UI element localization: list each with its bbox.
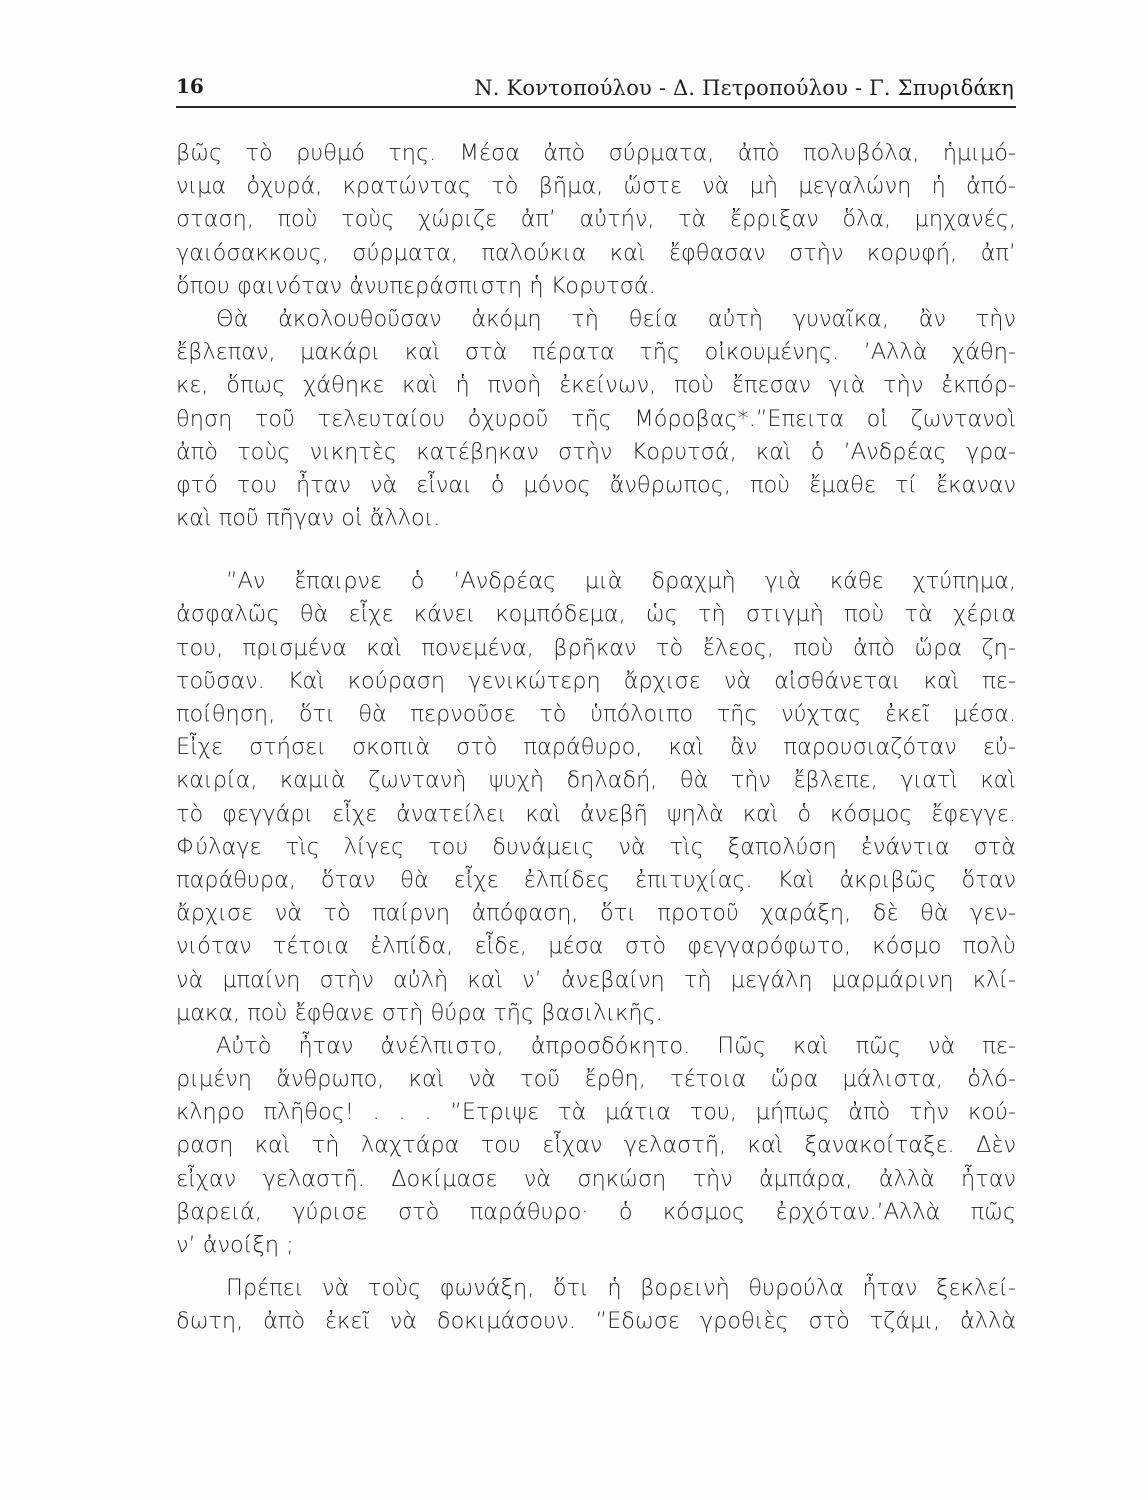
- text-line: δωτη, ἀπὸ ἐκεῖ νὰ δοκιμάσουν. ”Εδωσε γροθιὲς στὸ τζάμι, ἀλλὰ: [176, 1308, 1016, 1335]
- text-line: Αὐτὸ ἦταν ἀνέλπιστο, ἀπροσδόκητο. Πῶς καὶ πῶς νὰ πε-: [216, 1032, 1016, 1059]
- running-head: [176, 70, 1014, 106]
- text-line: Εἶχε στήσει σκοπιὰ στὸ παράθυρο, καὶ ἂν παρουσιαζόταν εὐ-: [176, 734, 1016, 761]
- paragraph: [176, 303, 1016, 535]
- text-line: τοῦσαν. Καὶ κούραση γενικώτερη ἄρχισε νὰ αἰσθάνεται καὶ πε-: [176, 667, 1016, 694]
- text-line: καιρία, καμιὰ ζωντανὴ ψυχὴ δηλαδή, θὰ τὴν ἔβλεπε, γιατὶ καὶ: [176, 767, 1016, 794]
- body-text: [176, 137, 1016, 1339]
- text-line: κληρο πλῆθος! . . . ”Ετριψε τὰ μάτια του, μήπως ἀπὸ τὴν κού-: [176, 1099, 1016, 1126]
- text-line: ν’ ἀνοίξη ;: [176, 1232, 294, 1258]
- text-line: παράθυρα, ὅταν θὰ εἶχε ἐλπίδες ἐπιτυχίας. Καὶ ἀκριβῶς ὅταν: [176, 866, 1016, 893]
- text-line: κε, ὅπως χάθηκε καὶ ἡ πνοὴ ἐκείνων, ποὺ ἔπεσαν γιὰ τὴν ἐκπόρ-: [176, 372, 1016, 399]
- text-line: νὰ μπαίνη στὴν αὐλὴ καὶ ν’ ἀνεβαίνη τὴ μεγάλη μαρμάρινη κλί-: [176, 966, 1016, 993]
- running-head-authors: Ν. Κοντοπούλου - Δ. Πετροπούλου - Γ. Σπυριδάκη: [474, 76, 1014, 100]
- text-line: ἄρχισε νὰ τὸ παίρνη ἀπόφαση, ὅτι προτοῦ χαράξη, δὲ θὰ γεν-: [176, 900, 1016, 927]
- text-line: εἶχαν γελαστῆ. Δοκίμασε νὰ σηκώση τὴν ἀμπάρα, ἀλλὰ ἦταν: [176, 1165, 1016, 1192]
- page-number: 16: [176, 74, 204, 98]
- text-line: Φύλαγε τὶς λίγες του δυνάμεις νὰ τὶς ξαπολύση ἐνάντια στὰ: [176, 833, 1016, 860]
- text-line: ὅπου φαινόταν ἀνυπεράσπιστη ἡ Κορυτσά.: [176, 272, 656, 299]
- text-line: ποίθηση, ὅτι θὰ περνοῦσε τὸ ὑπόλοιπο τῆς νύχτας ἐκεῖ μέσα.: [176, 701, 1016, 727]
- text-line: σταση, ποὺ τοὺς χώριζε ἀπ’ αὐτήν, τὰ ἔρριξαν ὅλα, μηχανές,: [176, 206, 1016, 233]
- text-line: ”Αν ἔπαιρνε ὁ ’Ανδρέας μιὰ δραχμὴ γιὰ κάθε χτύπημα,: [226, 568, 1016, 595]
- text-line: νιόταν τέτοια ἐλπίδα, εἶδε, μέσα στὸ φεγγαρόφωτο, κόσμο πολὺ: [176, 933, 1016, 960]
- text-line: ἔβλεπαν, μακάρι καὶ στὰ πέρατα τῆς οἰκουμένης. ’Αλλὰ χάθη-: [176, 339, 1016, 366]
- text-line: Πρέπει νὰ τοὺς φωνάξη, ὅτι ἡ βορεινὴ θυρούλα ἦταν ξεκλεί-: [226, 1275, 1016, 1302]
- text-line: ἀσφαλῶς θὰ εἶχε κάνει κομπόδεμα, ὡς τὴ στιγμὴ ποὺ τὰ χέρια: [176, 601, 1016, 628]
- text-line: νιμα ὀχυρά, κρατώντας τὸ βῆμα, ὥστε νὰ μὴ μεγαλώνη ἡ ἀπό-: [176, 173, 1016, 200]
- paragraph: [176, 137, 1016, 303]
- paragraph: [176, 1272, 1016, 1338]
- text-line: γαιόσακκους, σύρματα, παλούκια καὶ ἔφθασαν στὴν κορυφή, ἀπ’: [176, 239, 1016, 266]
- text-line: ραση καὶ τὴ λαχτάρα του εἶχαν γελαστῆ, καὶ ξανακοίταξε. Δὲν: [176, 1132, 1016, 1159]
- header-rule: [176, 106, 1016, 108]
- text-line: μακα, ποὺ ἔφθανε στὴ θύρα τῆς βασιλικῆς.: [176, 999, 663, 1026]
- paragraph: [176, 1030, 1016, 1262]
- text-line: καὶ ποῦ πῆγαν οἱ ἄλλοι.: [176, 505, 441, 532]
- text-line: ἀπὸ τοὺς νικητὲς κατέβηκαν στὴν Κορυτσά, καὶ ὁ ’Ανδρέας γρα-: [176, 438, 1016, 465]
- paragraph-gap: [176, 1262, 1016, 1272]
- text-line: του, πρισμένα καὶ πονεμένα, βρῆκαν τὸ ἔλεος, ποὺ ἀπὸ ὥρα ζη-: [176, 634, 1016, 661]
- text-line: θηση τοῦ τελευταίου ὀχυροῦ τῆς Μόροβας*.”Επειτα οἱ ζωντανοὶ: [176, 405, 1016, 432]
- paragraph: [176, 565, 1016, 1030]
- text-line: φτό του ἦταν νὰ εἶναι ὁ μόνος ἄνθρωπος, ποὺ ἔμαθε τί ἔκαναν: [176, 471, 1016, 498]
- text-line: βαρειά, γύρισε στὸ παράθυρο· ὁ κόσμος ἐρχόταν.’Αλλὰ πῶς: [176, 1198, 1016, 1225]
- paragraph-gap: [176, 535, 1016, 565]
- text-line: ριμένη ἄνθρωπο, καὶ νὰ τοῦ ἔρθη, τέτοια ὥρα μάλιστα, ὁλό-: [176, 1066, 1016, 1093]
- text-line: τὸ φεγγάρι εἶχε ἀνατείλει καὶ ἀνεβῆ ψηλὰ καὶ ὁ κόσμος ἔφεγγε.: [176, 800, 1016, 827]
- text-line: Θὰ ἀκολουθοῦσαν ἀκόμη τὴ θεία αὐτὴ γυναῖκα, ἂν τὴν: [216, 305, 1016, 332]
- text-line: βῶς τὸ ρυθμό της. Μέσα ἀπὸ σύρματα, ἀπὸ πολυβόλα, ἡμιμό-: [176, 140, 1016, 166]
